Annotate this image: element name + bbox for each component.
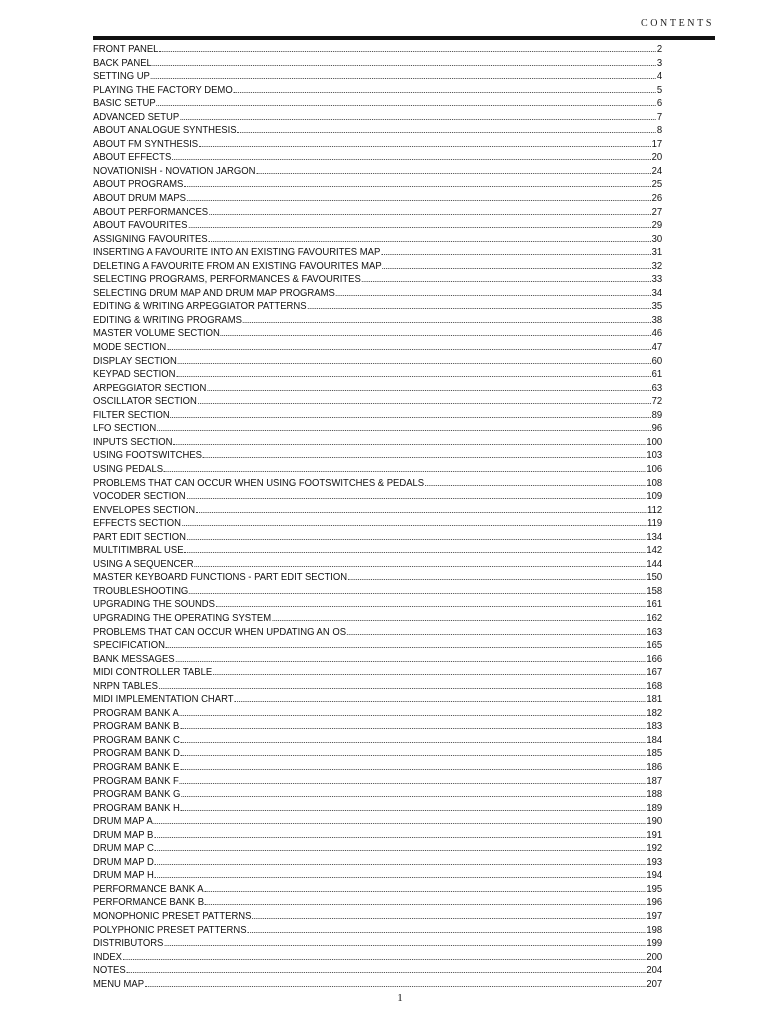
- toc-entry-page: 183: [646, 721, 663, 733]
- toc-entry-title: DISTRIBUTORS: [93, 938, 164, 950]
- toc-entry-title: MULTITIMBRAL USE: [93, 545, 184, 557]
- toc-entry-page: 196: [646, 897, 663, 909]
- toc-entry[interactable]: [93, 693, 662, 707]
- toc-entry[interactable]: [93, 327, 662, 341]
- toc-entry-page: 5: [656, 84, 663, 96]
- toc-entry-page: 72: [651, 396, 663, 408]
- toc-entry[interactable]: [93, 111, 662, 125]
- toc-entry-page: 166: [646, 653, 663, 665]
- toc-entry-page: 29: [651, 220, 663, 232]
- toc-entry[interactable]: [93, 707, 662, 721]
- toc-entry-page: 25: [651, 179, 663, 191]
- dot-leader: [187, 538, 645, 540]
- toc-entry[interactable]: [93, 504, 662, 518]
- toc-entry-page: 8: [656, 125, 663, 137]
- toc-entry[interactable]: [93, 192, 662, 206]
- toc-entry[interactable]: [93, 138, 662, 152]
- toc-entry-page: 185: [646, 748, 663, 760]
- toc-entry[interactable]: [93, 598, 662, 612]
- dot-leader: [307, 307, 650, 309]
- toc-entry[interactable]: [93, 612, 662, 626]
- toc-entry-page: 162: [646, 612, 663, 624]
- toc-entry-title: DRUM MAP C: [93, 843, 154, 855]
- toc-entry-page: 112: [647, 504, 663, 516]
- toc-entry[interactable]: [93, 490, 662, 504]
- toc-entry-page: 60: [651, 355, 663, 367]
- toc-entry-title: MENU MAP: [93, 978, 145, 990]
- toc-entry-page: 32: [651, 260, 663, 272]
- dot-leader: [252, 917, 645, 919]
- dot-leader: [181, 795, 645, 797]
- dot-leader: [155, 849, 646, 851]
- toc-entry-title: LFO SECTION: [93, 423, 157, 435]
- toc-entry-page: 189: [646, 802, 663, 814]
- toc-entry[interactable]: [93, 409, 662, 423]
- toc-entry-page: 106: [646, 463, 663, 475]
- toc-entry-page: 35: [651, 301, 663, 313]
- dot-leader: [180, 118, 656, 120]
- dot-leader: [167, 348, 651, 350]
- toc-entry[interactable]: [93, 219, 662, 233]
- toc-entry-page: 100: [646, 436, 663, 448]
- toc-entry-page: 134: [646, 531, 663, 543]
- dot-leader: [123, 958, 646, 960]
- toc-entry-title: BACK PANEL: [93, 57, 152, 69]
- toc-entry-title: UPGRADING THE OPERATING SYSTEM: [93, 612, 272, 624]
- toc-entry-page: 167: [646, 667, 663, 679]
- toc-entry-title: MASTER VOLUME SECTION: [93, 328, 220, 340]
- dot-leader: [164, 470, 645, 472]
- toc-entry-title: EFFECTS SECTION: [93, 518, 181, 530]
- toc-entry[interactable]: [93, 978, 662, 992]
- toc-entry-page: 144: [646, 558, 663, 570]
- dot-leader: [157, 104, 656, 106]
- toc-entry[interactable]: [93, 558, 662, 572]
- toc-entry-page: 198: [646, 924, 663, 936]
- dot-leader: [207, 389, 650, 391]
- toc-entry[interactable]: [93, 477, 662, 491]
- toc-entry-page: 163: [646, 626, 663, 638]
- toc-entry-title: ARPEGGIATOR SECTION: [93, 382, 207, 394]
- toc-entry-title: TROUBLESHOOTING: [93, 585, 189, 597]
- toc-entry[interactable]: [93, 341, 662, 355]
- dot-leader: [164, 944, 645, 946]
- dot-leader: [221, 334, 651, 336]
- toc-entry[interactable]: [93, 246, 662, 260]
- toc-entry-page: 188: [646, 789, 663, 801]
- dot-leader: [203, 456, 646, 458]
- dot-leader: [181, 741, 646, 743]
- toc-entry-title: PLAYING THE FACTORY DEMO: [93, 84, 233, 96]
- toc-entry-page: 24: [651, 165, 663, 177]
- toc-entry[interactable]: [93, 449, 662, 463]
- toc-entry[interactable]: [93, 57, 662, 71]
- dot-leader: [159, 687, 646, 689]
- dot-leader: [205, 903, 645, 905]
- toc-entry-page: 186: [646, 761, 663, 773]
- toc-entry-page: 33: [651, 274, 663, 286]
- toc-entry[interactable]: [93, 653, 662, 667]
- dot-leader: [180, 782, 646, 784]
- dot-leader: [182, 524, 646, 526]
- dot-leader: [151, 77, 656, 79]
- toc-entry-title: NRPN TABLES: [93, 680, 158, 692]
- dot-leader: [348, 578, 645, 580]
- toc-entry-page: 192: [646, 843, 663, 855]
- toc-entry[interactable]: [93, 97, 662, 111]
- toc-entry[interactable]: [93, 517, 662, 531]
- toc-entry-title: BANK MESSAGES: [93, 653, 175, 665]
- toc-entry-title: BASIC SETUP: [93, 98, 156, 110]
- toc-entry-page: 46: [651, 328, 663, 340]
- toc-entry[interactable]: [93, 544, 662, 558]
- toc-entry-title: INPUTS SECTION: [93, 436, 173, 448]
- toc-entry-page: 197: [646, 911, 663, 922]
- toc-entry-page: 4: [656, 71, 663, 83]
- toc-entry-title: PROGRAM BANK A: [93, 707, 179, 719]
- toc-entry-title: NOVATIONISH - NOVATION JARGON: [93, 165, 256, 177]
- toc-entry[interactable]: [93, 571, 662, 585]
- toc-entry-title: FILTER SECTION: [93, 409, 170, 421]
- dot-leader: [199, 145, 651, 147]
- toc-entry-title: FRONT PANEL: [93, 44, 159, 55]
- dot-leader: [209, 240, 651, 242]
- dot-leader: [234, 91, 656, 93]
- dot-leader: [154, 822, 646, 824]
- dot-leader: [187, 199, 651, 201]
- toc-entry[interactable]: [93, 626, 662, 640]
- dot-leader: [154, 836, 645, 838]
- dot-leader: [237, 131, 655, 133]
- toc-entry-title: ABOUT EFFECTS: [93, 152, 172, 164]
- toc-entry-title: EDITING & WRITING PROGRAMS: [93, 314, 242, 326]
- toc-entry-page: 17: [651, 138, 663, 150]
- toc-entry[interactable]: [93, 585, 662, 599]
- toc-entry-title: PROBLEMS THAT CAN OCCUR WHEN UPDATING AN OS: [93, 626, 347, 638]
- toc-entry-page: 108: [646, 477, 663, 489]
- toc-entry-title: ABOUT DRUM MAPS: [93, 193, 186, 205]
- header-rule: [93, 36, 715, 40]
- toc-entry[interactable]: [93, 382, 662, 396]
- dot-leader: [213, 673, 645, 675]
- toc-entry[interactable]: [93, 910, 662, 924]
- toc-entry-title: DRUM MAP H: [93, 870, 154, 882]
- toc-entry-title: POLYPHONIC PRESET PATTERNS: [93, 924, 247, 936]
- toc-entry[interactable]: [93, 680, 662, 694]
- toc-entry-page: 150: [646, 572, 663, 584]
- toc-entry[interactable]: [93, 775, 662, 789]
- toc-entry-title: SELECTING DRUM MAP AND DRUM MAP PROGRAMS: [93, 287, 335, 299]
- toc-entry-page: 34: [651, 287, 663, 299]
- toc-entry[interactable]: [93, 233, 662, 247]
- toc-entry-title: PROGRAM BANK E: [93, 761, 180, 773]
- toc-entry-page: 193: [646, 856, 663, 868]
- toc-entry-title: PROGRAM BANK H: [93, 802, 180, 814]
- toc-entry[interactable]: [93, 531, 662, 545]
- toc-entry-title: DRUM MAP D: [93, 856, 154, 868]
- toc-entry-title: UPGRADING THE SOUNDS: [93, 599, 215, 611]
- toc-entry[interactable]: [93, 395, 662, 409]
- toc-entry-title: PROGRAM BANK G: [93, 789, 181, 801]
- toc-entry-title: INDEX: [93, 951, 122, 963]
- toc-entry[interactable]: [93, 802, 662, 816]
- dot-leader: [159, 50, 656, 52]
- toc-entry-title: ABOUT ANALOGUE SYNTHESIS: [93, 125, 237, 137]
- toc-entry-page: 181: [646, 694, 663, 706]
- toc-entry[interactable]: [93, 206, 662, 220]
- toc-entry-title: MONOPHONIC PRESET PATTERNS: [93, 911, 252, 922]
- toc-entry-title: ABOUT FAVOURITES: [93, 220, 188, 232]
- toc-entry[interactable]: [93, 829, 662, 843]
- toc-entry-page: 194: [646, 870, 663, 882]
- toc-entry[interactable]: [93, 896, 662, 910]
- toc-entry-title: DRUM MAP B: [93, 829, 154, 841]
- dot-leader: [180, 768, 645, 770]
- dot-leader: [184, 185, 650, 187]
- dot-leader: [176, 660, 646, 662]
- toc-entry-title: ABOUT FM SYNTHESIS: [93, 138, 199, 150]
- toc-entry-page: 20: [651, 152, 663, 164]
- dot-leader: [209, 213, 651, 215]
- dot-leader: [256, 172, 650, 174]
- dot-leader: [180, 714, 646, 716]
- toc-entry[interactable]: [93, 151, 662, 165]
- toc-entry-title: PERFORMANCE BANK B: [93, 897, 205, 909]
- toc-entry-page: 161: [646, 599, 663, 611]
- toc-entry-page: 38: [651, 314, 663, 326]
- toc-entry[interactable]: [93, 666, 662, 680]
- toc-entry-title: PROGRAM BANK F: [93, 775, 179, 787]
- toc-entry-title: ABOUT PERFORMANCES: [93, 206, 209, 218]
- toc-entry-title: MIDI IMPLEMENTATION CHART: [93, 694, 234, 706]
- table-of-contents: [93, 43, 662, 991]
- toc-entry-title: KEYPAD SECTION: [93, 369, 176, 381]
- toc-entry-page: 26: [651, 193, 663, 205]
- toc-entry[interactable]: [93, 842, 662, 856]
- toc-entry-title: PROBLEMS THAT CAN OCCUR WHEN USING FOOTSWITCHES & PEDALS: [93, 477, 425, 489]
- dot-leader: [166, 646, 646, 648]
- toc-entry-page: 204: [646, 965, 663, 977]
- toc-entry-page: 119: [647, 518, 663, 530]
- dot-leader: [172, 158, 650, 160]
- toc-entry-title: USING PEDALS: [93, 463, 164, 475]
- toc-entry-page: 195: [646, 883, 663, 895]
- toc-entry-page: 63: [651, 382, 663, 394]
- toc-entry-page: 182: [646, 707, 663, 719]
- toc-entry-title: PROGRAM BANK B: [93, 721, 180, 733]
- dot-leader: [272, 619, 645, 621]
- toc-entry[interactable]: [93, 84, 662, 98]
- dot-leader: [189, 592, 645, 594]
- toc-entry[interactable]: [93, 964, 662, 978]
- dot-leader: [155, 876, 646, 878]
- dot-leader: [127, 971, 646, 973]
- toc-entry-page: 158: [646, 585, 663, 597]
- toc-entry-page: 190: [646, 816, 663, 828]
- toc-entry-page: 168: [646, 680, 663, 692]
- toc-entry[interactable]: [93, 422, 662, 436]
- toc-entry-page: 142: [646, 545, 663, 557]
- toc-entry[interactable]: [93, 639, 662, 653]
- toc-entry-page: 165: [646, 640, 663, 652]
- toc-entry-title: MASTER KEYBOARD FUNCTIONS - PART EDIT SECTION: [93, 572, 348, 584]
- toc-entry-page: 103: [646, 450, 663, 462]
- toc-entry[interactable]: [93, 815, 662, 829]
- toc-entry[interactable]: [93, 287, 662, 301]
- toc-entry-title: SELECTING PROGRAMS, PERFORMANCES & FAVOURITES: [93, 274, 361, 286]
- dot-leader: [362, 280, 651, 282]
- toc-entry[interactable]: [93, 869, 662, 883]
- toc-entry-page: 200: [646, 951, 663, 963]
- toc-entry[interactable]: [93, 734, 662, 748]
- dot-leader: [145, 985, 645, 987]
- dot-leader: [336, 294, 651, 296]
- dot-leader: [381, 253, 650, 255]
- toc-entry-page: 7: [656, 111, 663, 123]
- dot-leader: [181, 754, 646, 756]
- dot-leader: [196, 511, 646, 513]
- toc-entry-page: 27: [651, 206, 663, 218]
- toc-entry-title: ADVANCED SETUP: [93, 111, 180, 123]
- dot-leader: [176, 375, 650, 377]
- toc-entry-page: 6: [656, 98, 663, 110]
- dot-leader: [157, 429, 651, 431]
- dot-leader: [216, 605, 646, 607]
- toc-entry-title: PART EDIT SECTION: [93, 531, 187, 543]
- toc-entry[interactable]: [93, 124, 662, 138]
- dot-leader: [234, 700, 645, 702]
- toc-entry[interactable]: [93, 463, 662, 477]
- toc-entry[interactable]: [93, 70, 662, 84]
- toc-entry[interactable]: [93, 937, 662, 951]
- toc-entry[interactable]: [93, 720, 662, 734]
- toc-entry-page: 109: [646, 491, 663, 503]
- toc-entry-title: DISPLAY SECTION: [93, 355, 177, 367]
- toc-entry-title: PROGRAM BANK C: [93, 734, 180, 746]
- toc-entry-page: 89: [651, 409, 663, 421]
- toc-entry-page: 207: [646, 978, 663, 990]
- dot-leader: [347, 633, 645, 635]
- toc-entry-title: NOTES: [93, 965, 126, 977]
- toc-entry-title: VOCODER SECTION: [93, 491, 186, 503]
- toc-entry-title: EDITING & WRITING ARPEGGIATOR PATTERNS: [93, 301, 307, 313]
- page-number: 1: [397, 992, 403, 1004]
- toc-entry[interactable]: [93, 436, 662, 450]
- toc-entry-page: 30: [651, 233, 663, 245]
- toc-entry-title: PROGRAM BANK D: [93, 748, 180, 760]
- dot-leader: [153, 64, 656, 66]
- toc-entry[interactable]: [93, 788, 662, 802]
- dot-leader: [204, 890, 645, 892]
- toc-entry-title: MODE SECTION: [93, 342, 167, 354]
- toc-entry-title: USING FOOTSWITCHES: [93, 450, 202, 462]
- toc-entry[interactable]: [93, 273, 662, 287]
- dot-leader: [188, 226, 650, 228]
- toc-entry-title: USING A SEQUENCER: [93, 558, 194, 570]
- dot-leader: [181, 809, 646, 811]
- toc-entry-page: 191: [646, 829, 663, 841]
- page-header-title: CONTENTS: [640, 18, 714, 29]
- toc-entry-title: SPECIFICATION: [93, 640, 165, 652]
- toc-entry[interactable]: [93, 165, 662, 179]
- toc-entry-page: 187: [646, 775, 663, 787]
- toc-entry[interactable]: [93, 43, 662, 57]
- toc-entry[interactable]: [93, 951, 662, 965]
- toc-entry-page: 47: [651, 342, 663, 354]
- toc-entry-title: ABOUT PROGRAMS: [93, 179, 184, 191]
- toc-entry[interactable]: [93, 883, 662, 897]
- dot-leader: [187, 497, 646, 499]
- toc-entry[interactable]: [93, 314, 662, 328]
- dot-leader: [383, 267, 651, 269]
- toc-entry-page: 61: [651, 369, 663, 381]
- toc-entry-title: PERFORMANCE BANK A: [93, 883, 204, 895]
- toc-entry-title: ENVELOPES SECTION: [93, 504, 196, 516]
- toc-entry[interactable]: [93, 761, 662, 775]
- toc-entry[interactable]: [93, 856, 662, 870]
- toc-entry[interactable]: [93, 355, 662, 369]
- toc-entry-page: 96: [651, 423, 663, 435]
- toc-entry[interactable]: [93, 368, 662, 382]
- toc-entry[interactable]: [93, 260, 662, 274]
- toc-entry-title: DRUM MAP A: [93, 816, 153, 828]
- dot-leader: [180, 727, 645, 729]
- dot-leader: [243, 321, 651, 323]
- toc-entry-title: MIDI CONTROLLER TABLE: [93, 667, 213, 679]
- dot-leader: [155, 863, 646, 865]
- toc-entry-page: 31: [651, 247, 663, 259]
- dot-leader: [184, 551, 645, 553]
- dot-leader: [171, 416, 651, 418]
- toc-entry-title: SETTING UP: [93, 71, 150, 83]
- toc-entry-title: ASSIGNING FAVOURITES: [93, 233, 208, 245]
- toc-entry-page: 3: [656, 57, 663, 69]
- toc-entry-page: 184: [646, 734, 663, 746]
- toc-entry-title: DELETING A FAVOURITE FROM AN EXISTING FAVOURITES MAP: [93, 260, 382, 272]
- toc-entry-page: 2: [656, 44, 663, 55]
- toc-entry[interactable]: [93, 300, 662, 314]
- dot-leader: [173, 443, 645, 445]
- toc-entry[interactable]: [93, 178, 662, 192]
- dot-leader: [178, 362, 651, 364]
- dot-leader: [425, 484, 645, 486]
- dot-leader: [195, 565, 646, 567]
- toc-entry-title: OSCILLATOR SECTION: [93, 396, 197, 408]
- toc-entry[interactable]: [93, 747, 662, 761]
- toc-entry-title: INSERTING A FAVOURITE INTO AN EXISTING FAVOURITES MAP: [93, 247, 381, 259]
- dot-leader: [198, 402, 651, 404]
- dot-leader: [247, 931, 645, 933]
- toc-entry-page: 199: [646, 938, 663, 950]
- toc-entry[interactable]: [93, 924, 662, 938]
